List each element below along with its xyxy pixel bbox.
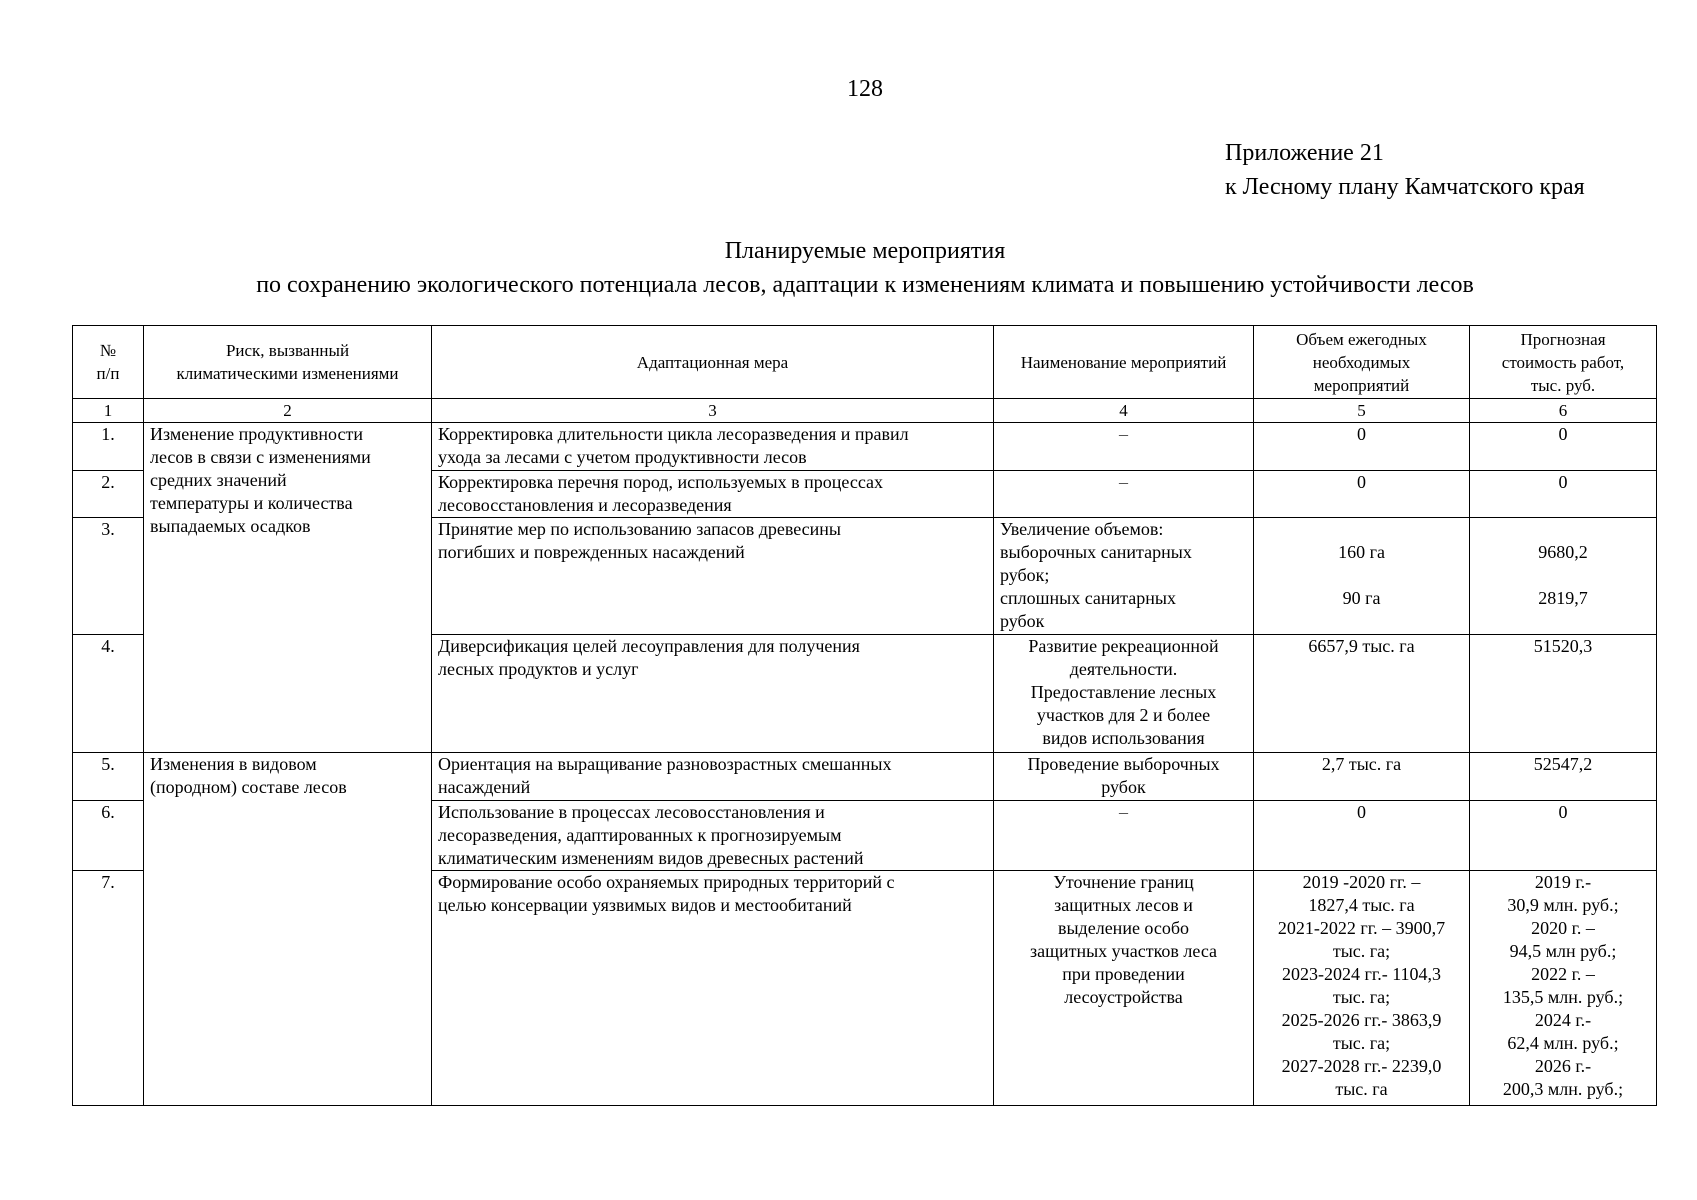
- column-number: 4: [994, 399, 1254, 423]
- appendix-line: Приложение 21: [1225, 140, 1384, 166]
- activity-line: рубок;: [1000, 565, 1050, 585]
- volume-value: 160 га: [1338, 542, 1385, 562]
- header-volume: Объем ежегодных необходимых мероприятий: [1254, 326, 1470, 399]
- measures-table: [72, 325, 1657, 1106]
- activity-cell: –: [994, 471, 1254, 518]
- column-number: 1: [73, 399, 144, 423]
- table-row: [73, 753, 1657, 801]
- header-row: [73, 326, 1657, 399]
- column-number: 6: [1470, 399, 1657, 423]
- row-number: 4.: [73, 635, 144, 753]
- measure-cell: Диверсификация целей лесоуправления для получения лесных продуктов и услуг: [432, 635, 994, 753]
- cost-cell: 51520,3: [1470, 635, 1657, 753]
- measure-cell: Формирование особо охраняемых природных территорий с целью консервации уязвимых видов и местообитаний: [432, 871, 994, 1106]
- activity-cell: Развитие рекреационной деятельности. Предоставление лесных участков для 2 и более видов использования: [994, 635, 1254, 753]
- risk-cell: Изменение продуктивности лесов в связи с изменениями средних значений температуры и количества выпадаемых осадков: [144, 423, 432, 753]
- cost-cell: [1470, 518, 1657, 635]
- document-title: [50, 234, 1680, 302]
- activity-line: рубок: [1000, 611, 1045, 631]
- volume-value: 90 га: [1342, 588, 1381, 608]
- activity-line: сплошных санитарных: [1000, 588, 1176, 608]
- header-measure: Адаптационная мера: [432, 326, 994, 399]
- cost-cell: 2019 г.- 30,9 млн. руб.; 2020 г. – 94,5 млн руб.; 2022 г. – 135,5 млн. руб.; 2024 г.- 62,4 млн. руб.; 2026 г.- 200,3 млн. руб.;: [1470, 871, 1657, 1106]
- column-number: 5: [1254, 399, 1470, 423]
- volume-cell: 2019 -2020 гг. – 1827,4 тыс. га 2021-2022 гг. – 3900,7 тыс. га; 2023-2024 гг.- 1104,3 тыс. га; 2025-2026 гг.- 3863,9 тыс. га; 2027-2028 гг.- 2239,0 тыс. га: [1254, 871, 1470, 1106]
- volume-cell: 2,7 тыс. га: [1254, 753, 1470, 801]
- measure-cell: Корректировка перечня пород, используемых в процессах лесовосстановления и лесоразведения: [432, 471, 994, 518]
- cost-cell: 0: [1470, 471, 1657, 518]
- cost-value: 9680,2: [1538, 542, 1588, 562]
- measure-cell: Ориентация на выращивание разновозрастных смешанных насаждений: [432, 753, 994, 801]
- column-number-row: [73, 399, 1657, 423]
- title-line: по сохранению экологического потенциала лесов, адаптации к изменениям климата и повышению устойчивости лесов: [256, 272, 1474, 298]
- appendix-line: к Лесному плану Камчатского края: [1225, 174, 1585, 200]
- header-activity: Наименование мероприятий: [994, 326, 1254, 399]
- activity-cell: –: [994, 423, 1254, 471]
- volume-cell: 6657,9 тыс. га: [1254, 635, 1470, 753]
- column-number: 3: [432, 399, 994, 423]
- activity-line: выборочных санитарных: [1000, 542, 1192, 562]
- table-row: [73, 423, 1657, 471]
- activity-cell: Уточнение границ защитных лесов и выделение особо защитных участков леса при проведении лесоустройства: [994, 871, 1254, 1106]
- cost-cell: 0: [1470, 423, 1657, 471]
- risk-cell: Изменения в видовом (породном) составе лесов: [144, 753, 432, 1106]
- column-number: 2: [144, 399, 432, 423]
- volume-cell: 0: [1254, 801, 1470, 871]
- row-number: 5.: [73, 753, 144, 801]
- measure-cell: Использование в процессах лесовосстановления и лесоразведения, адаптированных к прогнозируемым климатическим изменениям видов древесных растений: [432, 801, 994, 871]
- row-number: 6.: [73, 801, 144, 871]
- appendix-reference: [1225, 136, 1585, 204]
- volume-cell: 0: [1254, 423, 1470, 471]
- header-cost: Прогнозная стоимость работ, тыс. руб.: [1470, 326, 1657, 399]
- cost-value: 2819,7: [1538, 588, 1588, 608]
- row-number: 2.: [73, 471, 144, 518]
- title-line: Планируемые мероприятия: [724, 238, 1006, 264]
- row-number: 1.: [73, 423, 144, 471]
- activity-cell: [994, 518, 1254, 635]
- activity-cell: –: [994, 801, 1254, 871]
- header-number: № п/п: [73, 326, 144, 399]
- page-number: 128: [847, 76, 883, 102]
- cost-cell: 0: [1470, 801, 1657, 871]
- activity-line: Увеличение объемов:: [1000, 519, 1164, 539]
- header-risk: Риск, вызванный климатическими изменениями: [144, 326, 432, 399]
- measure-cell: Принятие мер по использованию запасов древесины погибших и поврежденных насаждений: [432, 518, 994, 635]
- activity-cell: Проведение выборочных рубок: [994, 753, 1254, 801]
- row-number: 3.: [73, 518, 144, 635]
- row-number: 7.: [73, 871, 144, 1106]
- cost-cell: 52547,2: [1470, 753, 1657, 801]
- volume-cell: [1254, 518, 1470, 635]
- measure-cell: Корректировка длительности цикла лесоразведения и правил ухода за лесами с учетом продуктивности лесов: [432, 423, 994, 471]
- volume-cell: 0: [1254, 471, 1470, 518]
